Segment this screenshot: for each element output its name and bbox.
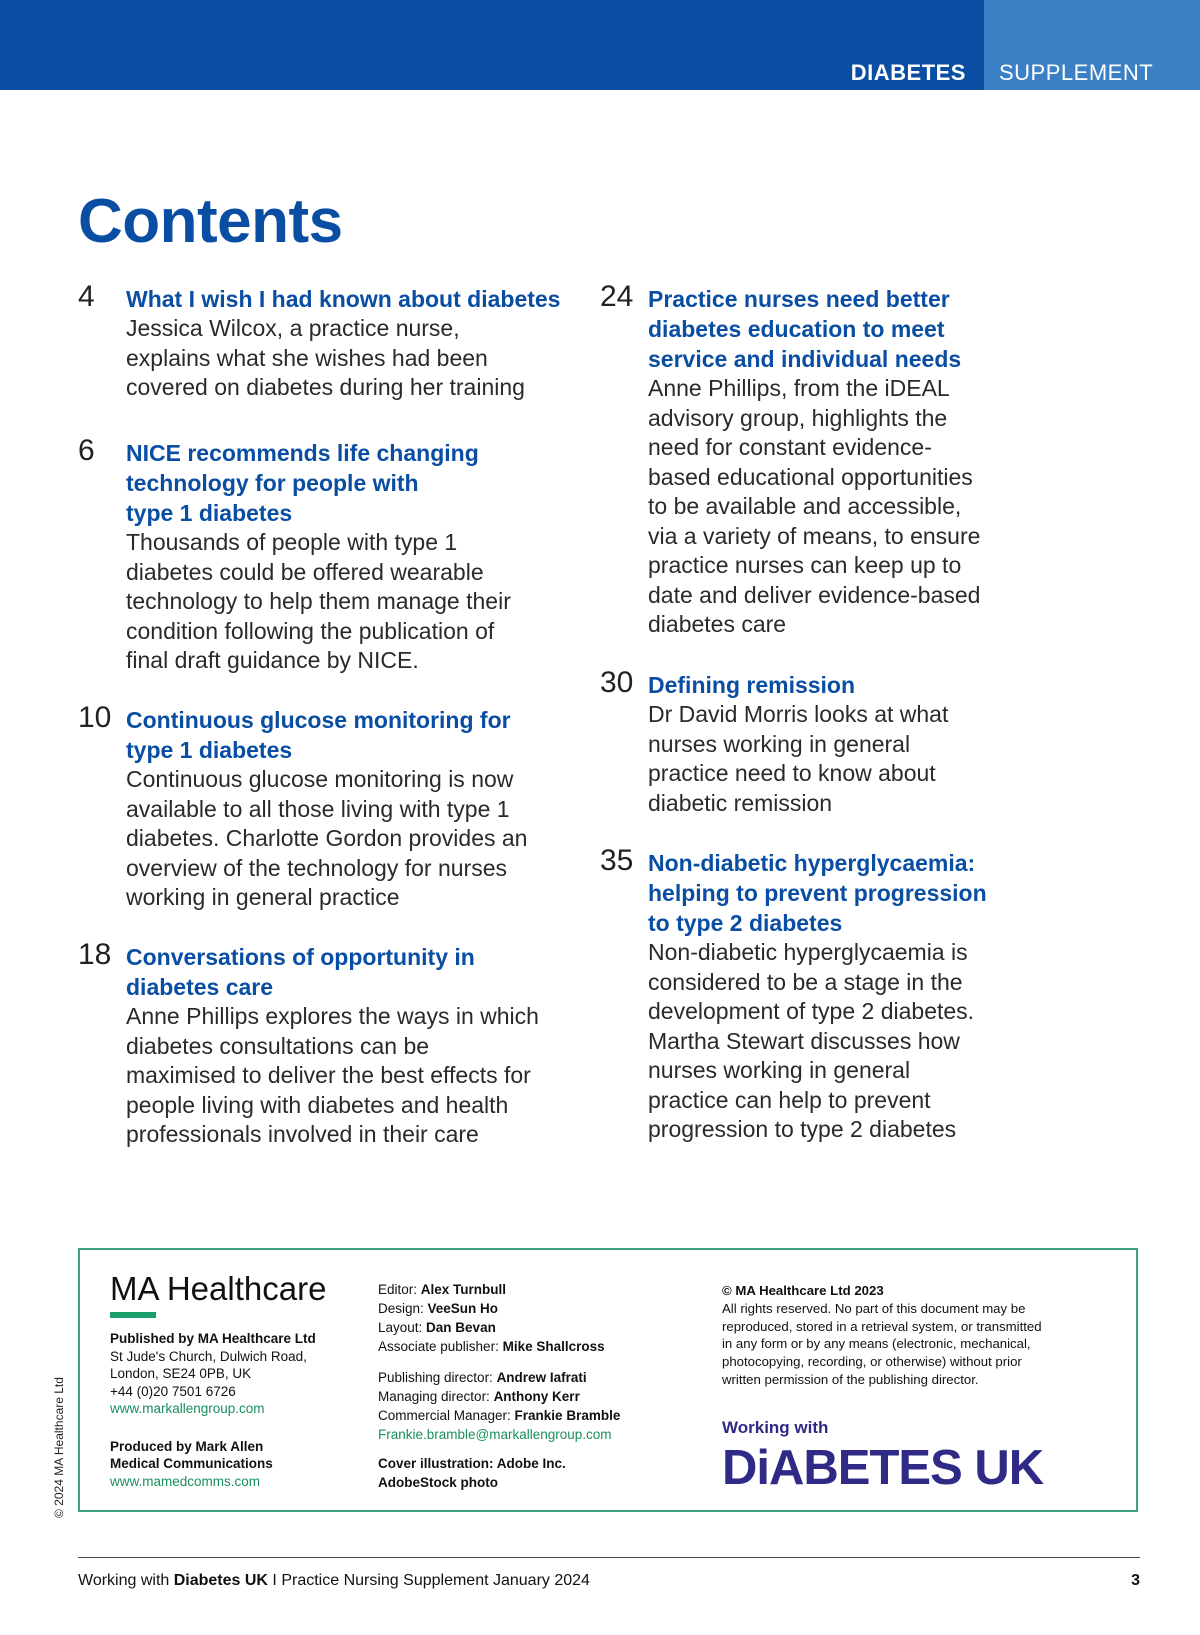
entry-heading[interactable]: Defining remission <box>648 672 856 698</box>
contents-entry[interactable] <box>78 938 568 1150</box>
ma-healthcare-logo: MA Healthcare <box>110 1270 327 1307</box>
credits: Editor: Alex Turnbull Design: VeeSun Ho Layout: Dan Bevan Associate publisher: Mike Shallcross Publishing director: Andrew Iafrati Managing director: Anthony Kerr Commercial Manager: Frankie Bramble Frankie.bramble@markallengroup.com Cover illustration: Adobe Inc. AdobeStock photo <box>378 1280 668 1492</box>
entry-page-number: 4 <box>78 280 95 313</box>
contents-entry[interactable] <box>600 666 1060 848</box>
header-section: SUPPLEMENT <box>999 60 1154 85</box>
contents-right-column <box>600 280 1060 1145</box>
publisher-details: Published by MA Healthcare Ltd St Jude's Church, Dulwich Road, London, SE24 0PB, UK +44 (0)20 7501 6726 www.markallengroup.com Produced by Mark Allen Medical Communications www.mamedcomms.com <box>110 1330 350 1490</box>
working-with-label: Working with <box>722 1418 829 1437</box>
footer-text: Working with Diabetes UK I Practice Nursing Supplement January 2024 <box>78 1572 590 1589</box>
vertical-copyright: © 2024 MA Healthcare Ltd <box>52 1377 66 1518</box>
entry-heading[interactable]: What I wish I had known about diabetes <box>126 286 561 312</box>
contents-entry[interactable] <box>78 434 568 705</box>
entry-description: Thousands of people with type 1 diabetes could be offered wearable technology to help them manage their condition following the publication of final draft guidance by NICE. <box>126 529 511 673</box>
contents-entry[interactable] <box>78 701 568 942</box>
entry-description: Anne Phillips explores the ways in which diabetes consultations can be maximised to deliver the best effects for people living with diabetes and health professionals involved in their care <box>126 1003 539 1147</box>
entry-description: Non-diabetic hyperglycaemia is considered to be a stage in the development of type 2 diabetes. Martha Stewart discusses how nurses working in general practice can help to prevent progression to type 2 diabetes <box>648 939 975 1142</box>
logo-underline <box>110 1312 156 1318</box>
entry-description: Anne Phillips, from the iDEAL advisory group, highlights the need for constant evidence- based educational opportunities to be available and accessible, via a variety of means, to ensure practice nurses can keep up to date and deliver evidence-based diabetes care <box>648 375 981 637</box>
entry-page-number: 30 <box>600 666 634 699</box>
produced-website-link[interactable]: www.mamedcomms.com <box>110 1473 261 1489</box>
entry-description: Dr David Morris looks at what nurses working in general practice need to know about diabetic remission <box>648 701 949 816</box>
contents-entry[interactable] <box>78 280 568 438</box>
publisher-website-link[interactable]: www.markallengroup.com <box>110 1401 265 1416</box>
contents-left-column <box>78 280 568 1150</box>
entry-heading[interactable]: Conversations of opportunity in diabetes care <box>126 944 475 1000</box>
entry-page-number: 10 <box>78 701 112 734</box>
contents-entry[interactable] <box>600 280 1060 670</box>
entry-page-number: 6 <box>78 434 95 467</box>
entry-page-number: 18 <box>78 938 112 971</box>
copyright-notice: © MA Healthcare Ltd 2023 All rights reserved. No part of this document may be reproduced, stored in a retrieval system, or transmitted in any form or by any means (electronic, mechanical, photocopying, recording, or otherwise) without prior written permission of the publishing director. <box>722 1283 1042 1387</box>
commercial-email-link[interactable]: Frankie.bramble@markallengroup.com <box>378 1427 612 1442</box>
entry-heading[interactable]: Practice nurses need better diabetes education to meet service and individual needs <box>648 286 962 372</box>
page-title: Contents <box>78 187 343 256</box>
page-number: 3 <box>1131 1572 1140 1589</box>
footer-divider <box>78 1557 1140 1558</box>
entry-page-number: 24 <box>600 280 634 313</box>
contents-entry[interactable] <box>600 844 1060 1145</box>
publisher-info-box <box>78 1248 1138 1512</box>
diabetes-uk-logo: DiABETES UK <box>722 1441 1044 1495</box>
entry-heading[interactable]: Non-diabetic hyperglycaemia: helping to prevent progression to type 2 diabetes <box>648 850 987 936</box>
entry-heading[interactable]: NICE recommends life changing technology for people with type 1 diabetes <box>126 440 479 526</box>
entry-heading[interactable]: Continuous glucose monitoring for type 1 diabetes <box>126 707 511 763</box>
entry-description: Jessica Wilcox, a practice nurse, explains what she wishes had been covered on diabetes during her training <box>126 315 525 400</box>
entry-description: Continuous glucose monitoring is now available to all those living with type 1 diabetes. Charlotte Gordon provides an overview of the technology for nurses working in general practice <box>126 766 528 910</box>
header-band <box>0 0 984 90</box>
entry-page-number: 35 <box>600 844 634 877</box>
header-brand: DIABETES <box>850 60 966 85</box>
